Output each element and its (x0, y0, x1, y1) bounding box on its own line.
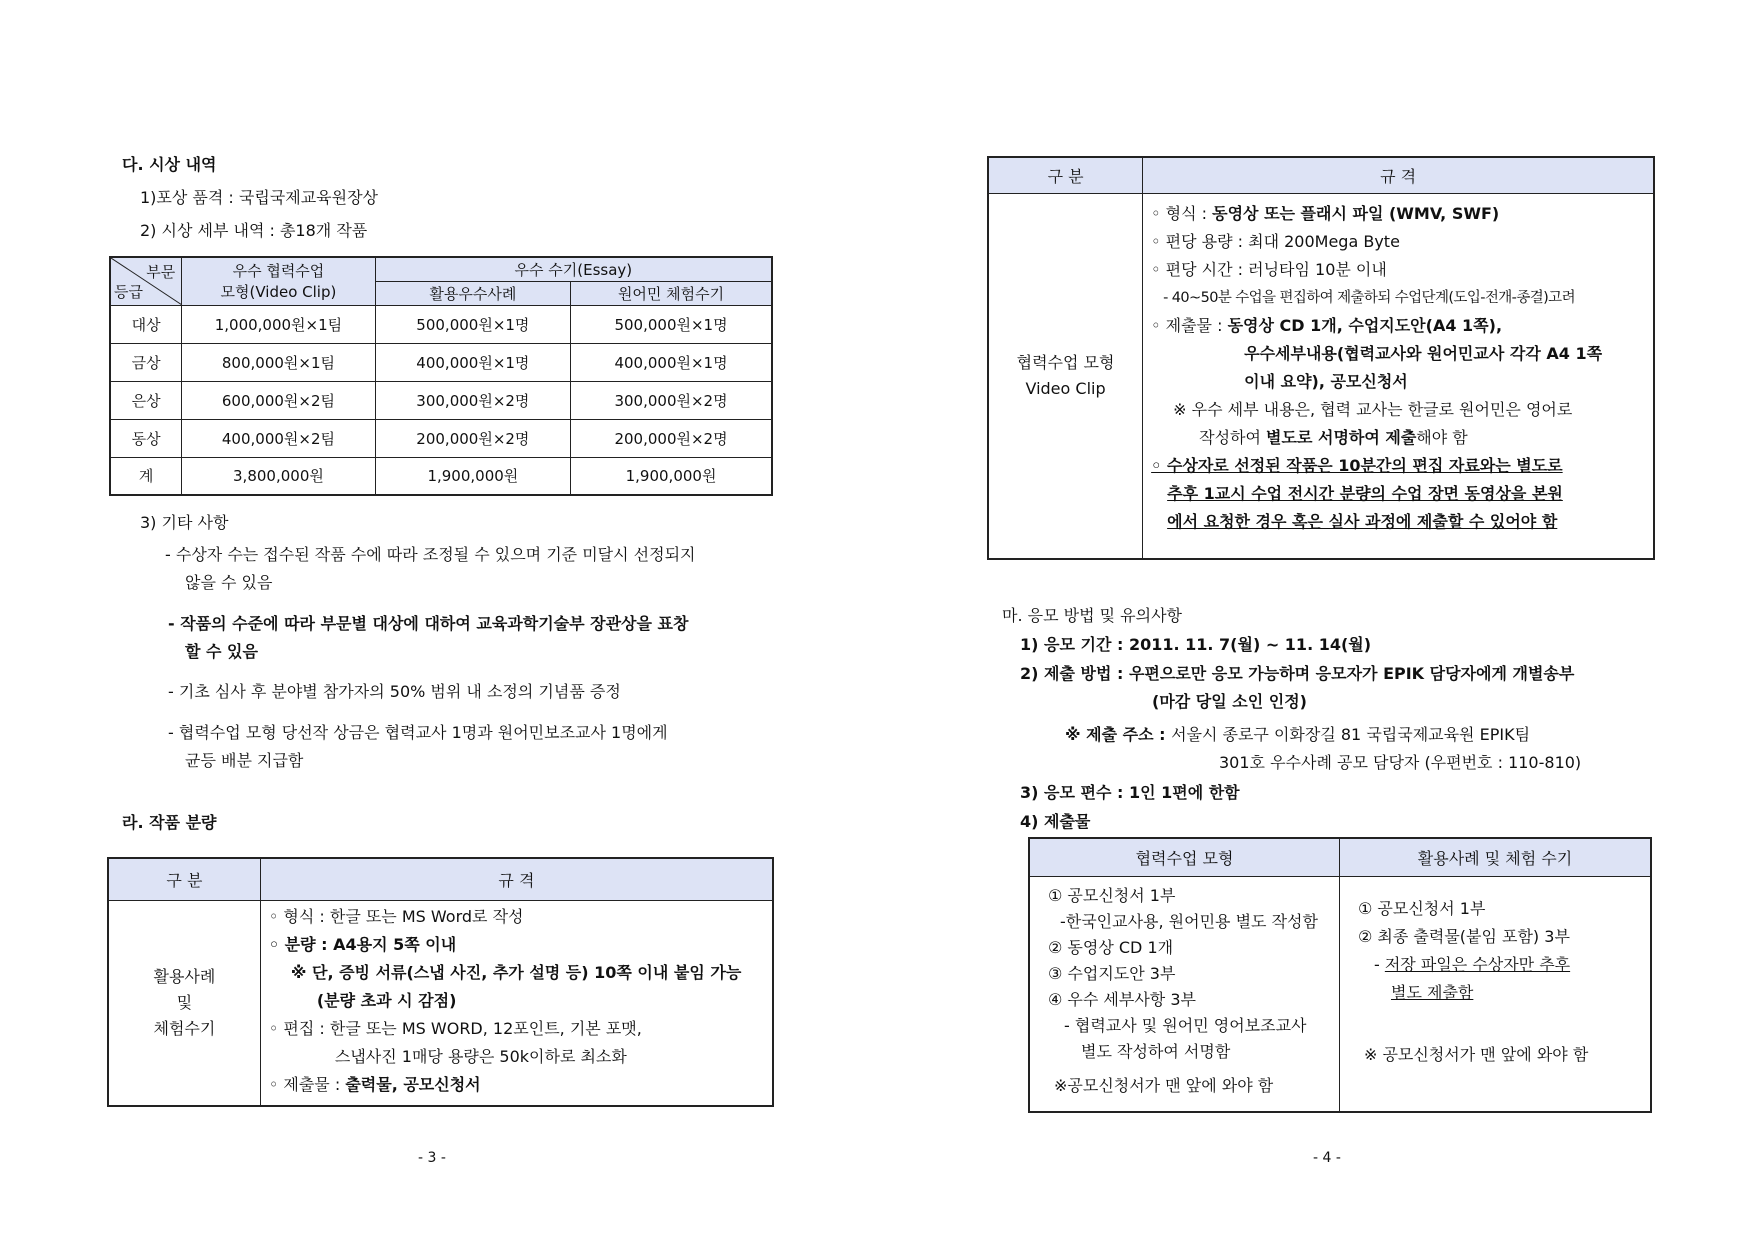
spec-header-category: 구 분 (108, 858, 260, 900)
video-header-spec: 규 격 (1143, 157, 1654, 193)
table-row (110, 343, 772, 381)
category-line: Video Clip (1025, 378, 1106, 398)
spec-line (269, 1071, 772, 1099)
prize-cell: 400,000원×2팀 (182, 419, 375, 457)
submission-line: ④ 우수 세부사항 3부 (1048, 989, 1196, 1009)
etc-item-2-line1: - 작품의 수준에 따라 부문별 대상에 대하여 교육과학기술부 장관상을 표창 (168, 614, 689, 633)
prize-cell: 500,000원×1명 (375, 305, 570, 343)
submission-line: ① 공모신청서 1부 (1357, 898, 1486, 918)
submission-line: 별도 작성하여 서명함 (1081, 1041, 1231, 1061)
prize-cell: 600,000원×2팀 (182, 381, 375, 419)
submission-table (1028, 837, 1652, 1113)
spec-line: ◦ 편당 용량 : 최대 200Mega Byte (1151, 231, 1400, 251)
submission-header-essay: 활용사례 및 체험 수기 (1339, 838, 1651, 876)
spec-line: ◦ 형식 : 한글 또는 MS Word로 작성 (268, 906, 524, 926)
etc-item-2-line2: 할 수 있음 (185, 642, 258, 661)
submission-line: ※ 공모신청서가 맨 앞에 와야 함 (1363, 1044, 1589, 1064)
prize-cell: 800,000원×1팀 (182, 343, 375, 381)
col-header-video (182, 257, 375, 305)
category-line: 협력수업 모형 (1016, 352, 1115, 372)
apply-period: 1) 응모 기간 : 2011. 11. 7(월) ~ 11. 14(월) (1020, 635, 1372, 654)
award-type: 1)포상 품격 : 국립국제교육원장상 (140, 188, 378, 207)
submission-title: 4) 제출물 (1020, 812, 1091, 831)
spec-category-cell (108, 900, 260, 1106)
col-header-video-line1: 우수 협력수업 (232, 262, 325, 281)
spec-line (1151, 200, 1653, 228)
submission-line: 별도 제출함 (1390, 982, 1474, 1002)
spec-line: ◦ 분량 : A4용지 5쪽 이내 (268, 934, 457, 954)
etc-item-1-line1: - 수상자 수는 접수된 작품 수에 따라 조정될 수 있으며 기준 미달시 선정되지 (165, 545, 696, 564)
submission-video-cell (1029, 876, 1339, 1112)
prize-cell: 3,800,000원 (182, 457, 375, 495)
spec-line-part: 작성하여 (1199, 427, 1267, 447)
category-line: 및 (176, 992, 193, 1012)
etc-item-3: - 기초 심사 후 분야별 참가자의 50% 범위 내 소정의 기념품 증정 (168, 682, 621, 701)
diagonal-top-label: 부문 (146, 263, 176, 281)
spec-line (1151, 312, 1653, 340)
prize-cell: 300,000원×2명 (375, 381, 570, 419)
spec-line: ※ 단, 증빙 서류(스냅 사진, 추가 설명 등) 10쪽 이내 붙임 가능 (290, 962, 742, 982)
grade-cell: 동상 (110, 419, 182, 457)
address-label: ※ 제출 주소 : (1065, 725, 1172, 744)
spec-line: 추후 1교시 수업 전시간 분량의 수업 장면 동영상을 본원 (1167, 483, 1563, 503)
grade-cell: 계 (110, 457, 182, 495)
table-row (110, 381, 772, 419)
spec-line-label: ◦ 제출물 : (268, 1074, 346, 1094)
prize-cell: 300,000원×2명 (571, 381, 772, 419)
spec-line: ◦ 편당 시간 : 러닝타임 10분 이내 (1151, 259, 1387, 279)
prize-cell: 500,000원×1명 (571, 305, 772, 343)
diagonal-header-cell (110, 257, 182, 305)
video-category-cell (988, 193, 1143, 559)
spec-line-value: 동영상 또는 플래시 파일 (WMV, SWF) (1212, 203, 1500, 223)
spec-line-label: ◦ 제출물 : (1151, 315, 1228, 335)
address-line1 (1065, 722, 1530, 745)
etc-item-4-line2: 균등 배분 지급함 (185, 751, 304, 770)
submission-header-video: 협력수업 모형 (1029, 838, 1339, 876)
page-number-right: - 4 - (1313, 1150, 1341, 1166)
prize-cell: 200,000원×2명 (375, 419, 570, 457)
section-heading-awards: 다. 시상 내역 (122, 155, 217, 174)
submission-line (1358, 951, 1650, 979)
submission-line: ※공모신청서가 맨 앞에 와야 함 (1054, 1075, 1274, 1095)
prize-cell: 400,000원×1명 (571, 343, 772, 381)
apply-method-line2: (마감 당일 소인 인정) (1152, 692, 1307, 711)
diagonal-bottom-label: 등급 (114, 282, 143, 301)
spec-line: (분량 초과 시 감점) (316, 990, 457, 1010)
spec-line (1151, 424, 1653, 452)
spec-header-spec: 규 격 (260, 858, 773, 900)
category-line: 활용사례 (153, 966, 216, 986)
page-number-left: - 3 - (418, 1150, 446, 1166)
video-spec-table (987, 156, 1655, 560)
spec-line: - 40~50분 수업을 편집하여 제출하되 수업단계(도입-전개-종결)고려 (1163, 289, 1575, 306)
col-header-native: 원어민 체험수기 (571, 281, 772, 305)
etc-item-1-line2: 않을 수 있음 (185, 573, 273, 592)
submission-line-dash: - (1373, 954, 1385, 974)
spec-line-part-bold: 별도로 서명하여 제출 (1266, 427, 1417, 447)
submission-line-underlined: 저장 파일은 수상자만 추후 (1384, 954, 1571, 974)
etc-item-4-line1: - 협력수업 모형 당선작 상금은 협력교사 1명과 원어민보조교사 1명에게 (168, 723, 668, 742)
etc-title: 3) 기타 사항 (140, 513, 229, 532)
spec-line: ※ 우수 세부 내용은, 협력 교사는 한글로 원어민은 영어로 (1173, 399, 1573, 419)
submission-line: ③ 수업지도안 3부 (1048, 963, 1176, 983)
submission-line: ② 최종 출력물(붙임 포함) 3부 (1357, 926, 1570, 946)
table-row-total (110, 457, 772, 495)
address-text: 서울시 종로구 이화장길 81 국립국제교육원 EPIK팀 (1171, 725, 1531, 744)
submission-essay-cell (1339, 876, 1651, 1112)
award-detail: 2) 시상 세부 내역 : 총18개 작품 (140, 221, 368, 240)
col-header-essay: 우수 수기(Essay) (375, 257, 772, 281)
prize-cell: 1,900,000원 (375, 457, 570, 495)
category-line: 체험수기 (153, 1018, 216, 1038)
table-row (110, 305, 772, 343)
spec-line: ◦ 편집 : 한글 또는 MS WORD, 12포인트, 기본 포맷, (268, 1018, 642, 1038)
grade-cell: 금상 (110, 343, 182, 381)
volume-spec-table (107, 857, 774, 1107)
spec-line-label: ◦ 형식 : (1151, 203, 1213, 223)
spec-line-value: 출력물, 공모신청서 (345, 1074, 481, 1094)
prize-cell: 200,000원×2명 (571, 419, 772, 457)
submission-line: ② 동영상 CD 1개 (1048, 937, 1174, 957)
address-line2: 301호 우수사례 공모 담당자 (우편번호 : 110-810) (1219, 753, 1582, 772)
spec-line: 우수세부내용(협력교사와 원어민교사 각각 A4 1쪽 (1244, 343, 1603, 363)
prize-table (109, 256, 773, 496)
col-header-video-line2: 모형(Video Clip) (220, 283, 337, 302)
table-row (110, 419, 772, 457)
spec-line: 스냅사진 1매당 용량은 50k이하로 최소화 (334, 1046, 627, 1066)
spec-line: 이내 요약), 공모신청서 (1244, 371, 1408, 391)
apply-count: 3) 응모 편수 : 1인 1편에 한함 (1020, 783, 1240, 802)
spec-line: ◦ 수상자로 선정된 작품은 10분간의 편집 자료와는 별도로 (1151, 455, 1563, 475)
prize-cell: 400,000원×1명 (375, 343, 570, 381)
grade-cell: 대상 (110, 305, 182, 343)
grade-cell: 은상 (110, 381, 182, 419)
prize-cell: 1,000,000원×1팀 (182, 305, 375, 343)
apply-method-line1: 2) 제출 방법 : 우편으로만 응모 가능하며 응모자가 EPIK 담당자에게 개별송부 (1020, 664, 1575, 683)
submission-line: ① 공모신청서 1부 (1048, 885, 1176, 905)
col-header-usecase: 활용우수사례 (375, 281, 570, 305)
spec-line: 에서 요청한 경우 혹은 실사 과정에 제출할 수 있어야 함 (1167, 511, 1558, 531)
section-heading-volume: 라. 작품 분량 (122, 813, 217, 832)
video-detail-cell (1143, 193, 1654, 559)
submission-line: - 협력교사 및 원어민 영어보조교사 (1064, 1015, 1307, 1035)
section-heading-application: 마. 응모 방법 및 유의사항 (1002, 606, 1182, 625)
spec-line-value: 동영상 CD 1개, 수업지도안(A4 1쪽), (1227, 315, 1503, 335)
prize-cell: 1,900,000원 (571, 457, 772, 495)
spec-detail-cell (260, 900, 773, 1106)
spec-line-part: 해야 함 (1416, 427, 1468, 447)
submission-line: -한국인교사용, 원어민용 별도 작성함 (1060, 911, 1318, 931)
video-header-category: 구 분 (988, 157, 1143, 193)
